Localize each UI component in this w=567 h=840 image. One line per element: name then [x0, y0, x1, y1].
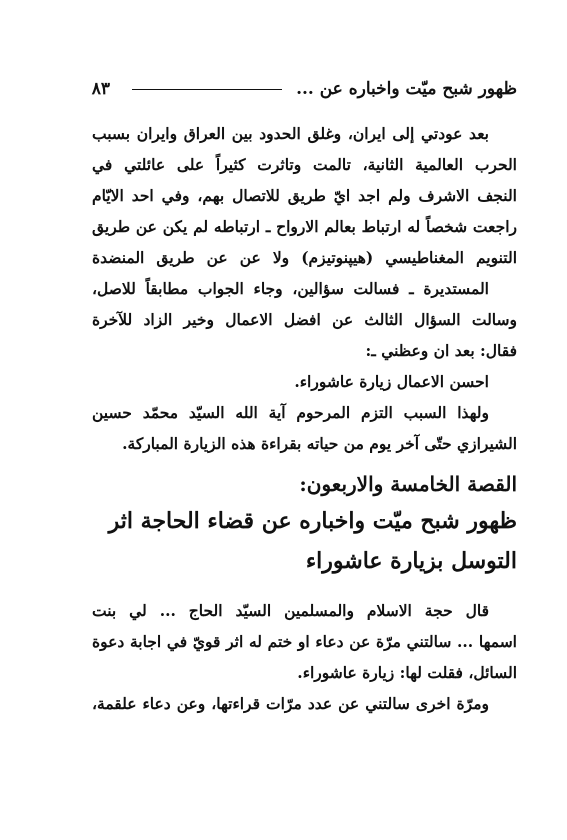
text-line: اسمها ... سالتني مرّة عن دعاء او ختم له اثر قويّ في اجابة دعوة	[92, 632, 517, 651]
text-line: الحرب العالمية الثانية، تالمت وتاثرت كثيراً على عائلتي في	[92, 155, 517, 174]
text-line: راجعت شخصاً له ارتباط بعالم الارواح ـ ارتباطه لم يكن عن طريق	[92, 217, 517, 236]
header-rule	[132, 89, 282, 90]
page-number: ٨٣	[91, 79, 111, 99]
text-line: النجف الاشرف ولم اجد ايّ طريق للاتصال بهم، وفي احد الايّام	[92, 186, 517, 205]
spacer	[92, 581, 517, 595]
story-title-line-1: ظهور شبح ميّت واخباره عن قضاء الحاجة اثر	[108, 508, 517, 534]
quoted-answer: احسن الاعمال زيارة عاشوراء.	[294, 372, 489, 391]
running-title: ظهور شبح ميّت واخباره عن ...	[296, 79, 517, 99]
story-title-line-2: التوسل بزيارة عاشوراء	[305, 548, 517, 574]
text-line: التنويم المغناطيسي (هيپنوتيزم) ولا عن عن طريق المنضدة	[92, 248, 517, 267]
text-line: المستديرة ـ فسالت سؤالين، وجاء الجواب مطابقاً للاصل،	[92, 279, 489, 298]
text-line: قال حجة الاسلام والمسلمين السيّد الحاج ... لي بنت	[92, 601, 489, 620]
text-line: الشيرازي حتّى آخر يوم من حياته بقراءة هذه الزيارة المباركة.	[122, 434, 517, 453]
text-line: بعد عودتي إلى ايران، وغلق الحدود بين العراق وايران بسبب	[92, 124, 489, 143]
page-header	[92, 74, 517, 104]
text-line: وسالت السؤال الثالث عن افضل الاعمال وخير الزاد للآخرة	[92, 310, 517, 329]
text-line: ومرّة اخرى سالتني عن عدد مرّات قراءتها، وعن دعاء علقمة،	[92, 694, 489, 713]
story-label: القصة الخامسة والاربعون:	[299, 472, 517, 496]
text-line: فقال: بعد ان وعظني ـ:	[365, 341, 517, 360]
page-body	[92, 118, 517, 719]
spacer	[92, 459, 517, 467]
text-line: السائل، فقلت لها: زيارة عاشوراء.	[297, 663, 517, 682]
text-line: ولهذا السبب التزم المرحوم آية الله السيّد محمّد حسين	[92, 403, 489, 422]
